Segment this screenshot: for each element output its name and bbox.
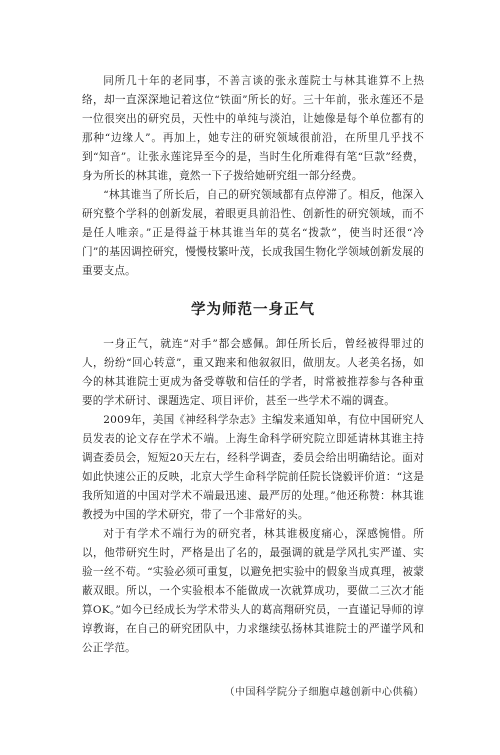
paragraph: 对于有学术不端行为的研究者，林其谁极度痛心，深感惋惜。所以，他带研究生时，严格是出了名的，最强调的就是学风扎实严谨、实验一丝不苟。“实验必须可重复，以避免把实验中的假象当成真理，被蒙蔽双眼。所以，一个实验根本不能做成一次就算成功，要做二三次才能算OK。”如今已经成长为学术带头人的葛高翔研究员，一直谨记导师的谆谆教诲，在自己的研究团队中，力求继续弘扬林其谁院士的严谨学风和公正学范。 — [82, 528, 424, 654]
source-note: （中国科学院分子细胞卓越创新中心供稿） — [224, 687, 424, 698]
section-heading: 学为师范一身正气 — [191, 301, 315, 318]
paragraph: “林其谁当了所长后，自己的研究领域都有点停滞了。相反，他深入研究整个学科的创新发展，着眼更具前沿性、创新性的研究领域，而不是任人唯亲。”正是得益于林其谁当年的莫名“拨款”，使当时还很“冷门”的基因调控研究，慢慢枝繁叶茂，长成我国生物化学领域创新发展的重要支点。 — [82, 189, 424, 277]
paragraph: 同所几十年的老同事，不善言谈的张永莲院士与林其谁算不上热络，却一直深深地记着这位“铁面”所长的好。三十年前，张永莲还不是一位很突出的研究员，天性中的单纯与淡泊，让她像是每个单位都有的那种“边缘人”。再加上，她专注的研究领域很前沿，在所里几乎找不到“知音”。让张永莲诧异至今的是，当时生化所难得有笔“巨款”经费，身为所长的林其谁，竟然一下子拨给她研究组一部分经费。 — [82, 75, 424, 182]
paragraph: 2009年，美国《神经科学杂志》主编发来通知单，有位中国研究人员发表的论文存在学术不端。上海生命科学研究院立即延请林其谁主持调查委员会，短短20天左右，经科学调查，委员会给出明确结论。面对如此快速公正的反映，北京大学生命科学院前任院长饶毅评价道：“这是我所知道的中国对学术不端最迅速、最严厉的处理。”他还称赞：林其谁教授为中国的学术研究，带了一个非常好的头。 — [82, 414, 424, 521]
article-body — [82, 72, 424, 698]
paragraph: 一身正气，就连“对手”都会感佩。卸任所长后，曾经被得罪过的人，纷纷“回心转意”，重又跑来和他叙叙旧，做朋友。人老美名扬，如今的林其谁院士更成为备受尊敬和信任的学者，时常被推荐参与各种重要的学术研讨、课题选定、项目评价，甚至一些学术不端的调查。 — [82, 338, 424, 407]
